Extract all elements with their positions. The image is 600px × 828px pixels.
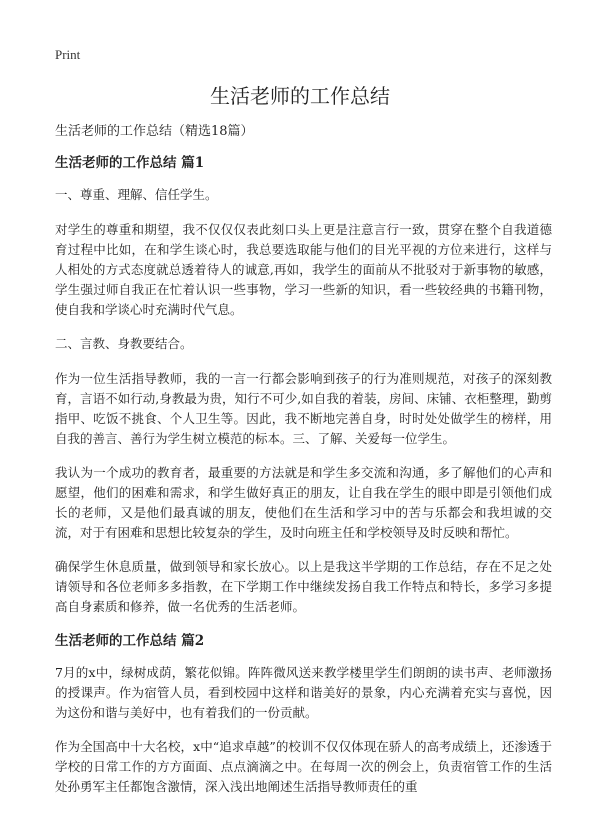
paragraph: 作为一位生活指导教师，我的一言一行都会影响到孩子的行为准则规范，对孩子的深刻教育，言语不如行动,身教最为贵，知行不可少,如自我的着装，房间、床铺、衣柜整理，勤剪指甲、吃饭不挑食、个人卫生等。因此，我不断地完善自身，时时处处做学生的榜样，用自我的善言、善行为学生树立模范的标本。三、了解、关爱每一位学生。 xyxy=(55,371,552,446)
paragraph: 对学生的尊重和期望，我不仅仅仅表此刻口头上更是注意言行一致，贯穿在整个自我道德育过程中比如，在和学生谈心时，我总要选取能与他们的目光平视的方位来进行，这样与人相处的方式态度就总透着待人的诚意,再如，我学生的面前从不批驳对于新事物的敏感，学生强过师自我正在忙着认识一些事物，学习一些新的知识，看一些较经典的书籍刊物，使自我和学谈心时充满时代气息。 xyxy=(55,222,552,317)
paragraph: 确保学生休息质量，做到领导和家长放心。以上是我这半学期的工作总结，存在不足之处请领导和各位老师多多指教，在下学期工作中继续发扬自我工作特点和特长，多学习多提高自身素质和修养，做一名优秀的生活老师。 xyxy=(55,559,552,614)
document-body xyxy=(55,122,552,811)
paragraph: 一、尊重、理解、信任学生。 xyxy=(55,187,218,202)
document-subtitle: 生活老师的工作总结（精选18篇） xyxy=(55,124,254,139)
page-title: 生活老师的工作总结 xyxy=(210,84,390,108)
section-heading: 生活老师的工作总结 篇1 xyxy=(55,155,205,171)
paragraph: 作为全国高中十大名校，x中“追求卓越”的校训不仅仅体现在骄人的高考成绩上，还渗透于学校的日常工作的方方面面、点点滴滴之中。在每周一次的例会上，负责宿管工作的生活处孙勇军主任都饱含激情，深入浅出地阐述生活指导教师责任的重 xyxy=(55,739,552,794)
paragraph: 二、言教、身教要结合。 xyxy=(55,336,193,351)
print-link[interactable]: Print xyxy=(55,47,81,62)
section-heading: 生活老师的工作总结 篇2 xyxy=(55,633,205,649)
paragraph: 7月的x中，绿树成荫，繁花似锦。阵阵微风送来教学楼里学生们朗朗的读书声、老师激扬的授课声。作为宿管人员，看到校园中这样和谐美好的景象，内心充满着充实与喜悦，因为这份和谐与美好中，也有着我们的一份贡献。 xyxy=(55,665,552,720)
paragraph: 我认为一个成功的教育者，最重要的方法就是和学生多交流和沟通，多了解他们的心声和愿望，他们的困难和需求，和学生做好真正的朋友，让自我在学生的眼中即是引领他们成长的老师，又是他们最真诚的朋友，使他们在生活和学习中的苦与乐都会和我坦诚的交流，对于有困难和思想比较复杂的学生，及时向班主任和学校领导及时反映和帮忙。 xyxy=(55,465,552,540)
